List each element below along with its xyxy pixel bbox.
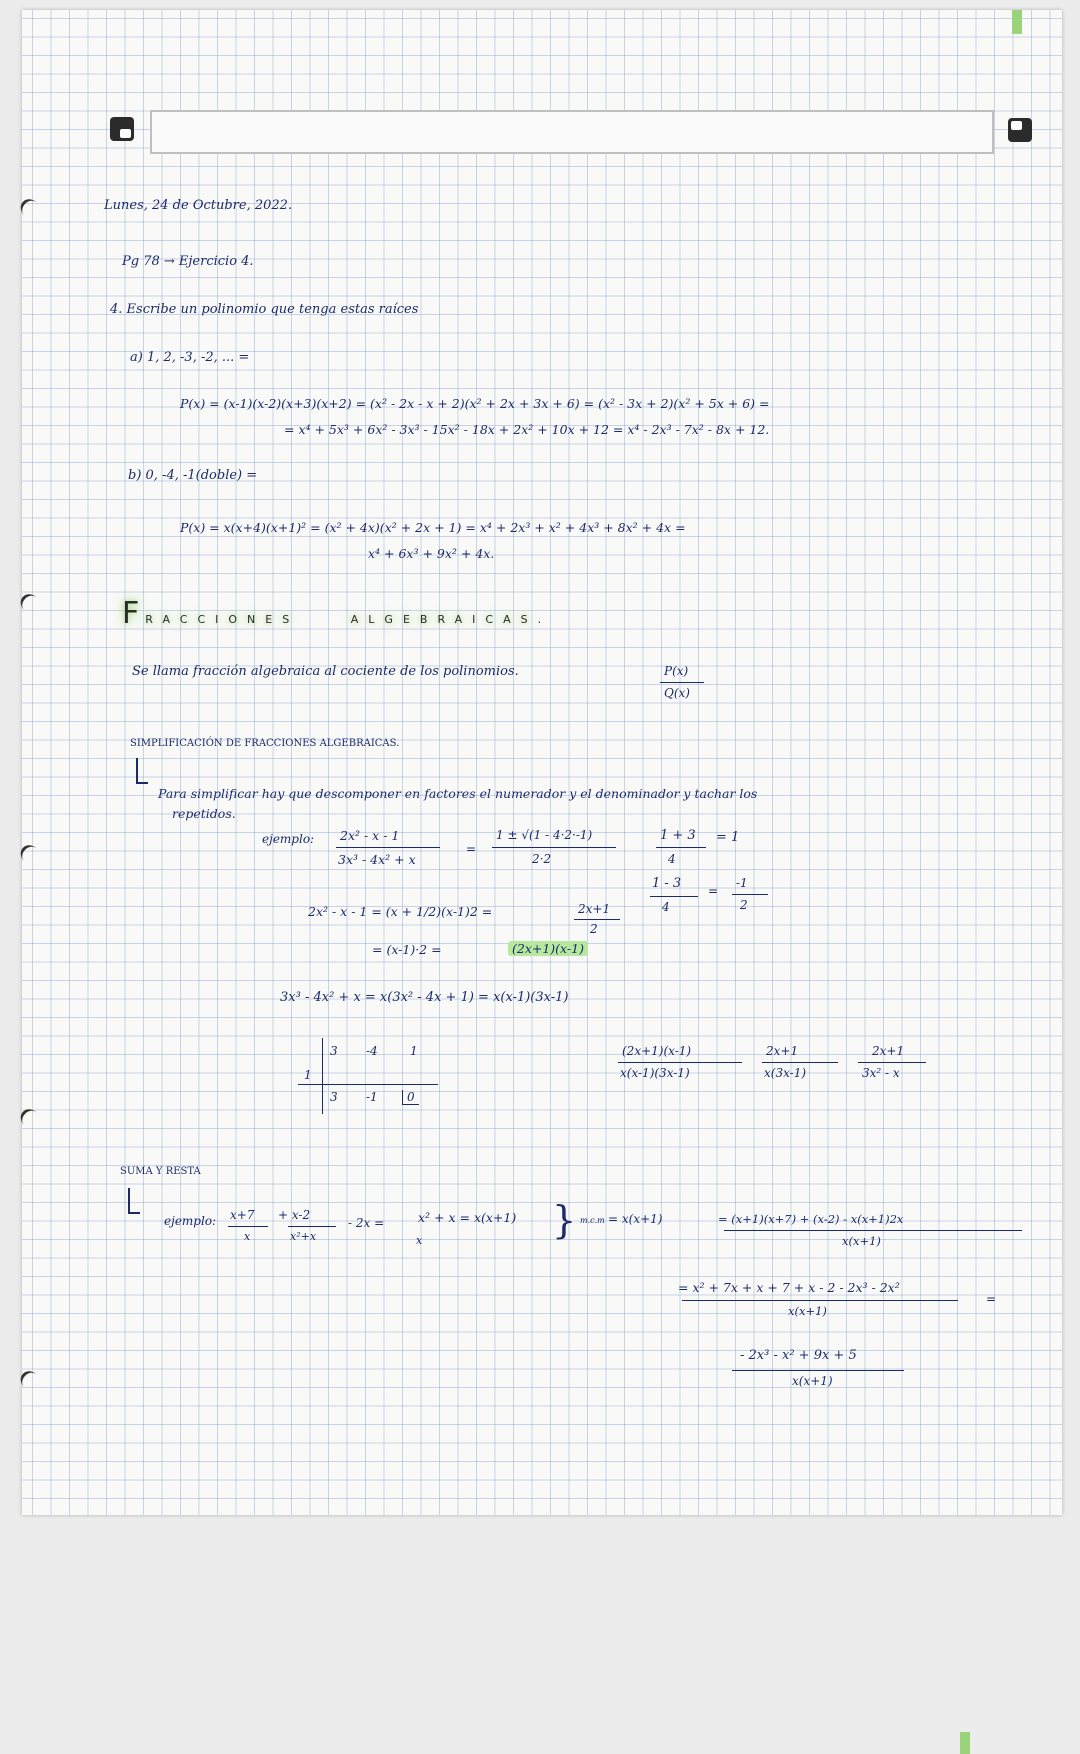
fraction-bar (724, 1230, 1022, 1231)
fraction-bar (574, 919, 620, 920)
fraction-numerator: 2x² - x - 1 (340, 828, 400, 843)
result2-numerator: 2x+1 (766, 1044, 799, 1058)
fraction-denominator: 3x³ - 4x² + x (338, 852, 416, 867)
step2-denominator: x(x+1) (788, 1304, 827, 1318)
term2-numerator: + x-2 (278, 1208, 311, 1222)
simplification-heading: SIMPLIFICACIÓN DE FRACCIONES ALGEBRAICAS. (130, 738, 400, 749)
fraction-bar (656, 847, 706, 848)
fraction-bar (618, 1062, 742, 1063)
part-b-label: b) 0, -4, -1(doble) = (128, 468, 258, 483)
definition-denominator: Q(x) (664, 686, 690, 700)
page-reference: Pg 78 → Ejercicio 4. (122, 254, 254, 269)
brace-icon: } (552, 1198, 577, 1242)
equals-sign: = (466, 842, 477, 856)
binder-ring (17, 1367, 45, 1395)
factorization-3: 3x³ - 4x² + x = x(3x² - 4x + 1) = x(x-1)(3x-1) (280, 990, 569, 1005)
part-b-line2: x⁴ + 6x³ + 9x² + 4x. (368, 546, 495, 561)
fraction-bar (336, 847, 440, 848)
step2-numerator: = x² + 7x + x + 7 + x - 2 - 2x³ - 2x² (678, 1280, 900, 1295)
fraction-bar (492, 847, 616, 848)
ruffini-horizontal-bar (298, 1084, 438, 1085)
ruffini-cell: -4 (366, 1044, 378, 1058)
date-line: Lunes, 24 de Octubre, 2022. (104, 198, 293, 213)
mcm-label: m.c.m (580, 1216, 605, 1225)
step1-denominator: x(x+1) (842, 1234, 881, 1248)
quadratic-denominator: 2·2 (532, 852, 552, 866)
fraction-bar (288, 1226, 336, 1227)
factorization-2-highlight: (2x+1)(x-1) (508, 941, 588, 956)
binder-ring (17, 195, 45, 223)
result2-denominator: x(3x-1) (764, 1066, 807, 1080)
part-a-line2: = x⁴ + 5x³ + 6x² - 3x³ - 15x² - 18x + 2x² + 10x + 12 = x⁴ - 2x³ - 7x² - 8x + 12. (284, 422, 770, 437)
ruffini-remainder: 0 (402, 1090, 419, 1105)
root1-denominator: 4 (668, 852, 676, 866)
root2-equals: = (708, 884, 719, 898)
fraction-bar (732, 894, 768, 895)
green-mark (960, 1732, 970, 1754)
fraction-bar (228, 1226, 268, 1227)
factorization-1: 2x² - x - 1 = (x + 1/2)(x-1)2 = (308, 904, 493, 919)
mcm-value: = x(x+1) (608, 1212, 663, 1226)
root1-numerator: 1 + 3 (660, 828, 696, 843)
simplification-rule: Para simplificar hay que descomponer en factores el numerador y el denominador y tachar los (158, 786, 758, 801)
ruffini-cell: 3 (330, 1090, 338, 1104)
binder-ring (17, 1105, 45, 1133)
sum-example-label: ejemplo: (164, 1214, 217, 1228)
simplification-rule-continued: repetidos. (172, 806, 236, 821)
exercise-statement: 4. Escribe un polinomio que tenga estas raíces (110, 302, 419, 317)
ruffini-cell: -1 (366, 1090, 378, 1104)
definition-text: Se llama fracción algebraica al cociente de los polinomios. (132, 664, 519, 679)
binder-ring (17, 590, 45, 618)
binder-ring (17, 841, 45, 869)
step1-numerator: = (x+1)(x+7) + (x-2) - x(x+1)2x (718, 1212, 904, 1226)
term1-numerator: x+7 (230, 1208, 255, 1222)
root1-value: = 1 (716, 830, 740, 845)
result-denominator: x(x-1)(3x-1) (620, 1066, 690, 1080)
part-a-line1: P(x) = (x-1)(x-2)(x+3)(x+2) = (x² - 2x - x + 2)(x² + 2x + 3x + 6) = (x² - 3x + 2)(x² + 5x + 6) = (180, 396, 770, 411)
header-box (150, 110, 994, 154)
fraction-bar (650, 896, 698, 897)
section-title (122, 596, 551, 631)
result3-numerator: 2x+1 (872, 1044, 905, 1058)
section-title-rest: RACCIONES (145, 613, 300, 626)
result-numerator: (2x+1)(x-1) (622, 1044, 692, 1058)
result3-denominator: 3x² - x (862, 1066, 900, 1080)
factorization-2: = (x-1)·2 = (372, 942, 442, 957)
root2-denominator: 4 (662, 900, 670, 914)
root2-numerator: 1 - 3 (652, 876, 682, 891)
root2-value-denominator: 2 (740, 898, 748, 912)
fraction-bar (732, 1370, 904, 1371)
step3-denominator: x(x+1) (792, 1374, 833, 1388)
quadratic-numerator: 1 ± √(1 - 4·2·-1) (496, 828, 593, 842)
step3-numerator: - 2x³ - x² + 9x + 5 (740, 1348, 857, 1363)
arrow-icon (128, 1188, 140, 1214)
corner-marker-icon (110, 117, 134, 141)
fraction-bar (762, 1062, 838, 1063)
term3: - 2x = (348, 1216, 385, 1230)
factorization-1-denominator: 2 (590, 922, 598, 936)
ruffini-vertical-bar (322, 1038, 323, 1114)
section-title-letter: F (122, 596, 142, 631)
fraction-bar (858, 1062, 926, 1063)
term2-denominator: x²+x (290, 1230, 317, 1243)
ruffini-cell: 3 (330, 1044, 338, 1058)
definition-numerator: P(x) (664, 664, 689, 678)
fraction-bar (660, 682, 704, 683)
root2-value-numerator: -1 (736, 876, 748, 890)
fraction-bar (682, 1300, 958, 1301)
mcm-factorization: x² + x = x(x+1) (418, 1210, 517, 1225)
corner-marker-icon (1008, 118, 1032, 142)
step2-equals: = (986, 1292, 997, 1306)
part-b-line1: P(x) = x(x+4)(x+1)² = (x² + 4x)(x² + 2x + 1) = x⁴ + 2x³ + x² + 4x³ + 8x² + 4x = (180, 520, 686, 535)
example-label: ejemplo: (262, 832, 315, 846)
ruffini-divisor: 1 (304, 1068, 312, 1082)
section-title-word2: ALGEBRAICAS. (350, 613, 552, 626)
notebook-page (22, 10, 1062, 1515)
sum-heading: SUMA Y RESTA (120, 1166, 201, 1177)
factorization-1-numerator: 2x+1 (578, 902, 611, 916)
part-a-label: a) 1, 2, -3, -2, ... = (130, 350, 250, 365)
mcm-denominator: x (416, 1234, 423, 1247)
green-mark (1012, 10, 1022, 34)
arrow-icon (136, 758, 148, 784)
ruffini-cell: 1 (410, 1044, 418, 1058)
term1-denominator: x (244, 1230, 251, 1243)
